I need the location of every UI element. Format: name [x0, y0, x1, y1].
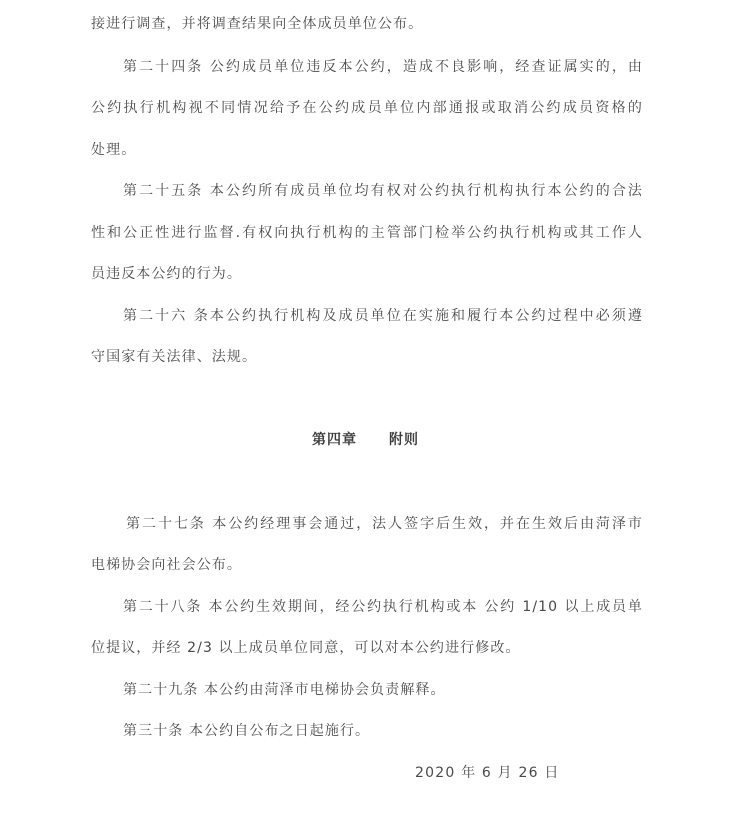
article-27-line-1: 第二十七条 本公约经理事会通过，法人签字后生效，并在生效后由菏泽市 [126, 516, 643, 532]
article-25-line-1: 第二十五条 本公约所有成员单位均有权对公约执行机构执行本公约的合法 [123, 183, 643, 199]
article-26-line-2: 守国家有关法律、法规。 [91, 349, 258, 365]
chapter-heading [312, 430, 419, 450]
article-23-ending-line: 接进行调查，并将调查结果向全体成员单位公布。 [91, 16, 424, 32]
article-28-line-2: 位提议，并经 2/3 以上成员单位同意，可以对本公约进行修改。 [91, 640, 521, 656]
article-25-line-2: 性和公正性进行监督.有权向执行机构的主管部门检举公约执行机构或其工作人 [91, 225, 643, 241]
article-29-line: 第二十九条 本公约由菏泽市电梯协会负责解释。 [123, 682, 446, 698]
article-24-line-1: 第二十四条 公约成员单位违反本公约，造成不良影响，经查证属实的，由 [123, 59, 643, 75]
article-30-line: 第三十条 本公约自公布之日起施行。 [123, 723, 371, 739]
article-24-line-2: 公约执行机构视不同情况给予在公约成员单位内部通报或取消公约成员资格的 [91, 100, 643, 116]
article-26-line-1: 第二十六 条本公约执行机构及成员单位在实施和履行本公约过程中必须遵 [123, 308, 643, 324]
effective-date: 2020 年 6 月 26 日 [415, 765, 560, 781]
article-27-line-2: 电梯协会向社会公布。 [91, 557, 242, 573]
article-24-line-3: 处理。 [91, 142, 137, 158]
chapter-number: 第四章 [312, 432, 357, 448]
article-25-line-3: 员违反本公约的行为。 [91, 266, 242, 282]
article-28-line-1: 第二十八条 本公约生效期间，经公约执行机构或本 公约 1/10 以上成员单 [123, 599, 643, 615]
chapter-title: 附则 [389, 432, 419, 448]
